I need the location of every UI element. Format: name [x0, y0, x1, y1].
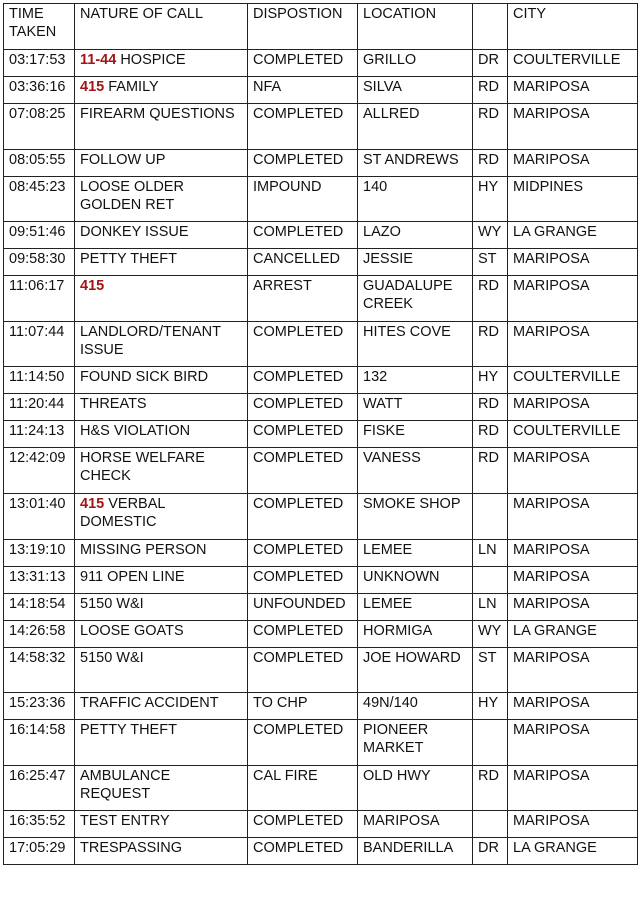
cell-nature — [75, 394, 248, 421]
cell-time: 07:08:25 — [4, 104, 75, 150]
cell-nature — [75, 249, 248, 276]
cell-time: 09:51:46 — [4, 222, 75, 249]
header-nature: NATURE OF CALL — [75, 4, 248, 50]
table-row — [4, 448, 638, 494]
cell-suffix: RD — [473, 276, 508, 322]
cell-nature — [75, 50, 248, 77]
table-row — [4, 647, 638, 693]
cell-city: COULTERVILLE — [508, 367, 638, 394]
cell-location: HORMIGA — [358, 620, 473, 647]
cell-disposition: COMPLETED — [248, 448, 358, 494]
cell-time: 08:45:23 — [4, 176, 75, 222]
header-location: LOCATION — [358, 4, 473, 50]
nature-text: MISSING PERSON — [80, 541, 207, 558]
table-row — [4, 693, 638, 720]
table-row — [4, 765, 638, 811]
cell-time: 17:05:29 — [4, 838, 75, 865]
cell-time: 16:35:52 — [4, 811, 75, 838]
cell-disposition: COMPLETED — [248, 394, 358, 421]
cell-disposition: COMPLETED — [248, 838, 358, 865]
call-code: 415 — [80, 79, 105, 95]
nature-text: LANDLORD/TENANT ISSUE — [80, 323, 221, 358]
cell-suffix: WY — [473, 620, 508, 647]
cell-disposition: COMPLETED — [248, 222, 358, 249]
cell-time: 14:26:58 — [4, 620, 75, 647]
table-body — [4, 50, 638, 865]
table-row — [4, 838, 638, 865]
cell-nature — [75, 720, 248, 766]
cell-nature — [75, 593, 248, 620]
cell-disposition: COMPLETED — [248, 367, 358, 394]
table-row — [4, 149, 638, 176]
cell-disposition: ARREST — [248, 276, 358, 322]
cell-location: ALLRED — [358, 104, 473, 150]
cell-suffix: DR — [473, 50, 508, 77]
cell-suffix — [473, 493, 508, 539]
cell-time: 13:19:10 — [4, 539, 75, 566]
nature-text: 911 OPEN LINE — [80, 568, 185, 585]
table-row — [4, 249, 638, 276]
cell-time: 16:14:58 — [4, 720, 75, 766]
cell-disposition: COMPLETED — [248, 50, 358, 77]
cell-nature — [75, 566, 248, 593]
cell-suffix: LN — [473, 539, 508, 566]
nature-text: PETTY THEFT — [80, 722, 177, 739]
cell-disposition: TO CHP — [248, 693, 358, 720]
cell-city: LA GRANGE — [508, 838, 638, 865]
table-row — [4, 176, 638, 222]
cell-city: MARIPOSA — [508, 448, 638, 494]
cell-location: VANESS — [358, 448, 473, 494]
cell-location: WATT — [358, 394, 473, 421]
cell-nature — [75, 321, 248, 367]
cell-suffix: RD — [473, 104, 508, 150]
cell-disposition: COMPLETED — [248, 539, 358, 566]
cell-city: MARIPOSA — [508, 566, 638, 593]
cell-location: SILVA — [358, 77, 473, 104]
cell-disposition: NFA — [248, 77, 358, 104]
cell-time: 13:31:13 — [4, 566, 75, 593]
cell-suffix: RD — [473, 448, 508, 494]
cell-location: ST ANDREWS — [358, 149, 473, 176]
cell-disposition: COMPLETED — [248, 149, 358, 176]
cell-nature — [75, 765, 248, 811]
nature-text: HOSPICE — [120, 52, 186, 68]
cell-disposition: CAL FIRE — [248, 765, 358, 811]
nature-text: DONKEY ISSUE — [80, 224, 189, 241]
table-row — [4, 493, 638, 539]
cell-nature — [75, 367, 248, 394]
cell-city: MARIPOSA — [508, 647, 638, 693]
cell-suffix: RD — [473, 421, 508, 448]
cell-disposition: COMPLETED — [248, 720, 358, 766]
cell-disposition: COMPLETED — [248, 620, 358, 647]
cell-disposition: COMPLETED — [248, 566, 358, 593]
nature-text: FIREARM QUESTIONS — [80, 106, 235, 122]
cell-disposition: IMPOUND — [248, 176, 358, 222]
cell-time: 11:06:17 — [4, 276, 75, 322]
nature-text: HORSE WELFARE CHECK — [80, 450, 205, 485]
table-row — [4, 276, 638, 322]
cell-location: 140 — [358, 176, 473, 222]
cell-nature — [75, 838, 248, 865]
header-disposition: DISPOSTION — [248, 4, 358, 50]
cell-nature — [75, 276, 248, 322]
cell-suffix: RD — [473, 77, 508, 104]
cell-time: 12:42:09 — [4, 448, 75, 494]
cell-suffix: RD — [473, 149, 508, 176]
cell-city: MARIPOSA — [508, 276, 638, 322]
cell-suffix — [473, 720, 508, 766]
cell-time: 11:07:44 — [4, 321, 75, 367]
cell-location: GRILLO — [358, 50, 473, 77]
nature-text: THREATS — [80, 396, 147, 413]
cell-suffix — [473, 811, 508, 838]
cell-time: 03:17:53 — [4, 50, 75, 77]
cell-nature — [75, 647, 248, 693]
table-row — [4, 321, 638, 367]
table-row — [4, 811, 638, 838]
cell-time: 11:14:50 — [4, 367, 75, 394]
table-row — [4, 566, 638, 593]
cell-time: 08:05:55 — [4, 149, 75, 176]
cell-time: 14:18:54 — [4, 593, 75, 620]
cell-disposition: COMPLETED — [248, 421, 358, 448]
cell-nature — [75, 620, 248, 647]
cell-location: MARIPOSA — [358, 811, 473, 838]
cell-city: MARIPOSA — [508, 765, 638, 811]
nature-text: FOUND SICK BIRD — [80, 369, 209, 386]
cell-city: LA GRANGE — [508, 222, 638, 249]
cell-location: UNKNOWN — [358, 566, 473, 593]
cell-location: 132 — [358, 367, 473, 394]
table-row — [4, 222, 638, 249]
cell-location: 49N/140 — [358, 693, 473, 720]
cell-suffix: DR — [473, 838, 508, 865]
cell-location: FISKE — [358, 421, 473, 448]
cell-location: GUADALUPE CREEK — [358, 276, 473, 322]
cell-city: MARIPOSA — [508, 394, 638, 421]
table-row — [4, 720, 638, 766]
table-row — [4, 394, 638, 421]
cell-time: 03:36:16 — [4, 77, 75, 104]
call-code: 415 — [80, 278, 105, 295]
cell-nature — [75, 811, 248, 838]
cell-city: MIDPINES — [508, 176, 638, 222]
cell-nature — [75, 149, 248, 176]
cell-suffix — [473, 566, 508, 593]
cell-location: JESSIE — [358, 249, 473, 276]
cell-time: 13:01:40 — [4, 493, 75, 539]
nature-text: H&S VIOLATION — [80, 423, 191, 440]
cell-city: MARIPOSA — [508, 720, 638, 766]
cell-location: PIONEER MARKET — [358, 720, 473, 766]
cell-suffix: ST — [473, 249, 508, 276]
nature-text: TRESPASSING — [80, 840, 183, 857]
cell-suffix: WY — [473, 222, 508, 249]
cell-suffix: ST — [473, 647, 508, 693]
header-time: TIME TAKEN — [4, 4, 75, 50]
table-row — [4, 77, 638, 104]
cell-location: SMOKE SHOP — [358, 493, 473, 539]
cell-location: OLD HWY — [358, 765, 473, 811]
cell-disposition: UNFOUNDED — [248, 593, 358, 620]
cell-city: MARIPOSA — [508, 593, 638, 620]
cell-nature — [75, 539, 248, 566]
cell-suffix: LN — [473, 593, 508, 620]
cell-suffix: HY — [473, 693, 508, 720]
cell-location: BANDERILLA — [358, 838, 473, 865]
cell-time: 14:58:32 — [4, 647, 75, 693]
cell-suffix: RD — [473, 394, 508, 421]
cell-city: MARIPOSA — [508, 811, 638, 838]
cell-nature — [75, 104, 248, 150]
cell-location: LAZO — [358, 222, 473, 249]
cell-location: JOE HOWARD — [358, 647, 473, 693]
nature-text: 5150 W&I — [80, 595, 144, 612]
cell-nature — [75, 693, 248, 720]
cell-location: LEMEE — [358, 539, 473, 566]
cell-time: 11:24:13 — [4, 421, 75, 448]
cell-city: MARIPOSA — [508, 693, 638, 720]
nature-text: FAMILY — [108, 79, 159, 95]
cell-suffix: HY — [473, 176, 508, 222]
cell-nature — [75, 448, 248, 494]
table-row — [4, 104, 638, 150]
cell-disposition: COMPLETED — [248, 104, 358, 150]
call-log-table — [3, 3, 638, 865]
table-row — [4, 50, 638, 77]
cell-disposition: COMPLETED — [248, 811, 358, 838]
header-suffix — [473, 4, 508, 50]
cell-city: MARIPOSA — [508, 493, 638, 539]
cell-nature — [75, 421, 248, 448]
cell-nature — [75, 222, 248, 249]
cell-nature — [75, 176, 248, 222]
table-row — [4, 620, 638, 647]
table-header — [4, 4, 638, 50]
table-row — [4, 539, 638, 566]
table-row — [4, 593, 638, 620]
nature-text: VERBAL DOMESTIC — [80, 495, 165, 530]
nature-text: TRAFFIC ACCIDENT — [80, 695, 219, 712]
table-row — [4, 421, 638, 448]
table-row — [4, 367, 638, 394]
cell-city: MARIPOSA — [508, 77, 638, 104]
nature-text: LOOSE OLDER GOLDEN RET — [80, 178, 184, 213]
cell-city: MARIPOSA — [508, 149, 638, 176]
cell-nature — [75, 493, 248, 539]
cell-location: HITES COVE — [358, 321, 473, 367]
cell-city: MARIPOSA — [508, 249, 638, 276]
nature-text: LOOSE GOATS — [80, 622, 184, 639]
cell-city: COULTERVILLE — [508, 50, 638, 77]
nature-text: 5150 W&I — [80, 649, 144, 666]
call-code: 415 — [80, 495, 105, 512]
call-code: 11-44 — [80, 52, 117, 68]
nature-text: TEST ENTRY — [80, 813, 170, 830]
cell-city: COULTERVILLE — [508, 421, 638, 448]
nature-text: PETTY THEFT — [80, 251, 177, 268]
cell-time: 16:25:47 — [4, 765, 75, 811]
cell-suffix: RD — [473, 321, 508, 367]
cell-disposition: COMPLETED — [248, 647, 358, 693]
cell-time: 11:20:44 — [4, 394, 75, 421]
cell-suffix: RD — [473, 765, 508, 811]
cell-time: 09:58:30 — [4, 249, 75, 276]
cell-time: 15:23:36 — [4, 693, 75, 720]
cell-city: MARIPOSA — [508, 321, 638, 367]
cell-disposition: CANCELLED — [248, 249, 358, 276]
cell-city: MARIPOSA — [508, 104, 638, 150]
cell-disposition: COMPLETED — [248, 321, 358, 367]
cell-location: LEMEE — [358, 593, 473, 620]
cell-city: MARIPOSA — [508, 539, 638, 566]
nature-text: FOLLOW UP — [80, 151, 166, 168]
cell-nature — [75, 77, 248, 104]
nature-text: AMBULANCE REQUEST — [80, 767, 171, 802]
cell-city: LA GRANGE — [508, 620, 638, 647]
header-city: CITY — [508, 4, 638, 50]
cell-disposition: COMPLETED — [248, 493, 358, 539]
cell-suffix: HY — [473, 367, 508, 394]
